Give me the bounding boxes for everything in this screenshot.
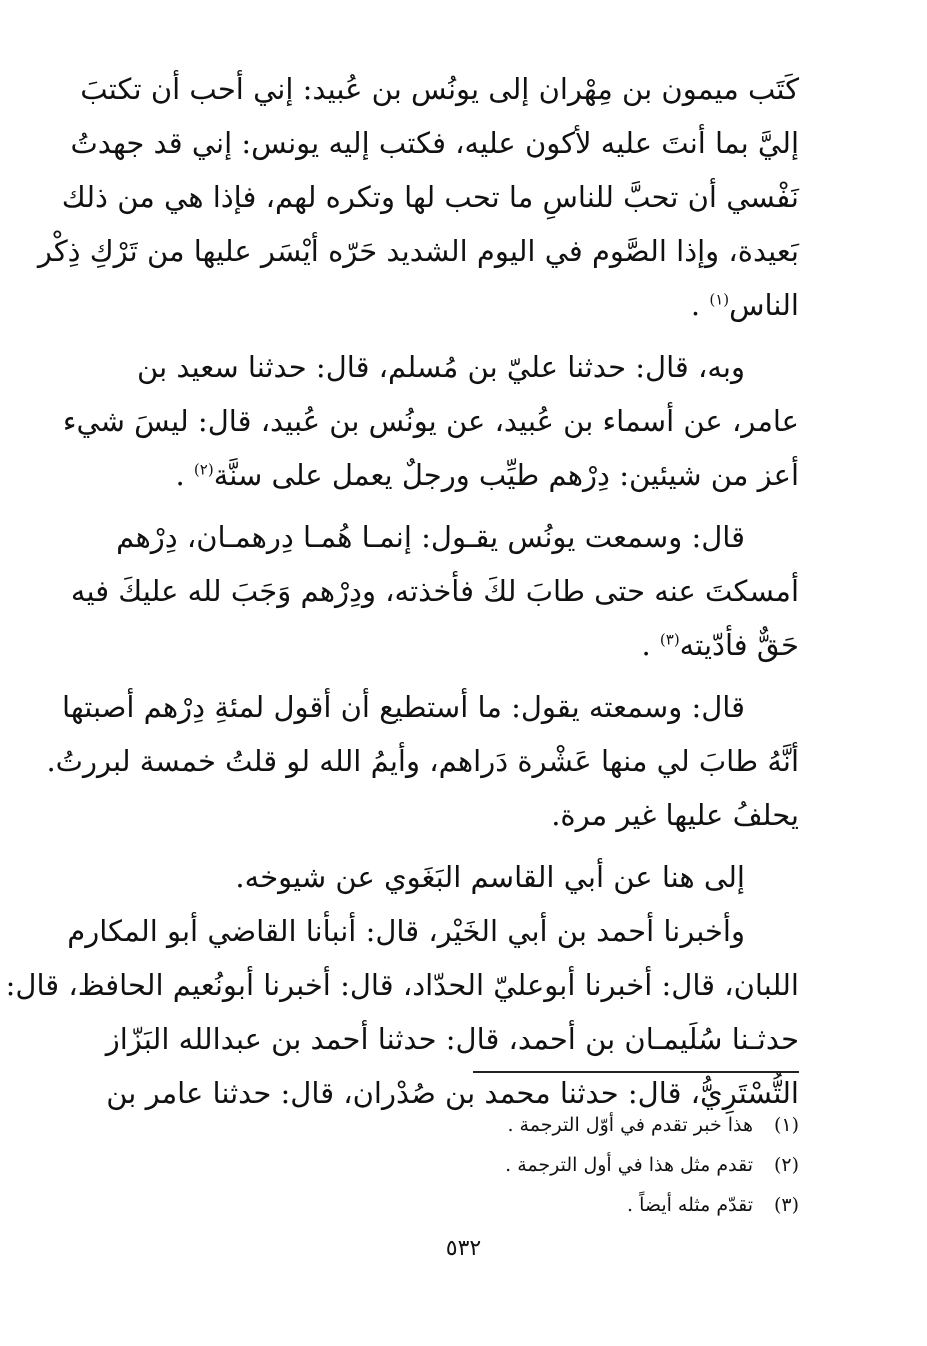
text-fragment: الناس <box>729 288 799 322</box>
main-text <box>5 62 799 1128</box>
footnote-ref-3: (٣) <box>659 630 680 649</box>
footnote-number: (٢) <box>773 1154 799 1176</box>
paragraph-1 <box>37 62 799 332</box>
text-line <box>117 448 799 502</box>
footnote-number: (٣) <box>773 1194 799 1216</box>
footnote-2 <box>117 1145 799 1185</box>
text-line: أنَّهُ طابَ لي منها عَشْرة دَراهم، وأيمُ الله لو قلتُ خمسة لبررتُ. <box>46 744 799 778</box>
text-line: إليَّ بما أنتَ عليه لأكون عليه، فكتب إليه يونس: إني قد جهدتُ <box>70 126 799 160</box>
line-end-punct: . <box>641 628 651 662</box>
text-line: إلى هنا عن أبي القاسم البَغَوي عن شيوخه. <box>235 860 745 894</box>
footnote-ref-1: (١) <box>709 290 730 309</box>
text-line: أمسكتَ عنه حتى طابَ لكَ فأخذته، ودِرْهم وَجَبَ لله عليكَ فيه <box>70 574 799 608</box>
footnote-text: تقدم مثل هذا في أول الترجمة . <box>505 1154 753 1176</box>
paragraph-3 <box>70 510 799 672</box>
text-line <box>117 278 799 332</box>
text-line: حدثـنا سُلَيمـان بن أحمد، قال: حدثنا أحمد بن عبدالله البَزّاز <box>105 1022 799 1056</box>
paragraph-5 <box>117 850 799 904</box>
footnote-1 <box>117 1105 799 1145</box>
text-line: كَتَب ميمون بن مِهْران إلى يونُس بن عُبيد: إني أحب أن تكتبَ <box>80 72 799 106</box>
footnote-ref-2: (٢) <box>193 460 214 479</box>
footnote-separator <box>473 1071 799 1073</box>
text-fragment: حَقٌّ فأدّيته <box>679 628 799 662</box>
text-line: يحلفُ عليها غير مرة. <box>551 798 799 832</box>
text-line: قال: وسمعته يقول: ما أستطيع أن أقول لمئةِ دِرْهم أصبتها <box>61 690 745 724</box>
page-number: ٥٣٢ <box>445 1236 482 1261</box>
text-line: عامر، عن أسماء بن عُبيد، عن يونُس بن عُبيد، قال: ليسَ شيء <box>62 404 799 438</box>
text-line: قال: وسمعت يونُس يقـول: إنمـا هُمـا دِرهمـان، دِرْهم <box>116 520 745 554</box>
text-line: وأخبرنا أحمد بن أبي الخَيْر، قال: أنبأنا القاضي أبو المكارم <box>67 914 745 948</box>
text-line: نَفْسي أن تحبَّ للناسِ ما تحب لها وتكره لهم، فإذا هي من ذلك <box>61 180 799 214</box>
line-end-punct: . <box>690 288 701 322</box>
text-line <box>117 618 799 672</box>
footnote-text: هذا خبر تقدم في أوّل الترجمة . <box>507 1114 753 1136</box>
paragraph-2 <box>62 340 799 502</box>
footnote-3 <box>117 1185 799 1225</box>
text-line: التُّسْتَرِيُّ، قال: حدثنا محمد بن صُدْران، قال: حدثنا عامر بن <box>106 1076 799 1110</box>
footnote-text: تقدّم مثله أيضاً . <box>626 1194 753 1216</box>
text-line: بَعيدة، وإذا الصَّوم في اليوم الشديد حَرّه أيْسَر عليها من تَرْكِ ذِكْر <box>37 234 799 268</box>
footnotes <box>117 1105 799 1225</box>
text-fragment: أعز من شيئين: دِرْهم طيِّب ورجلٌ يعمل على سنَّة <box>213 458 799 492</box>
paragraph-6 <box>5 904 799 1120</box>
text-line: وبه، قال: حدثنا عليّ بن مُسلم، قال: حدثنا سعيد بن <box>137 350 745 384</box>
line-end-punct: . <box>175 458 185 492</box>
paragraph-4 <box>46 680 799 842</box>
text-line: اللبان، قال: أخبرنا أبوعليّ الحدّاد، قال: أخبرنا أبونُعيم الحافظ، قال: <box>5 968 799 1002</box>
footnote-number: (١) <box>773 1114 799 1136</box>
